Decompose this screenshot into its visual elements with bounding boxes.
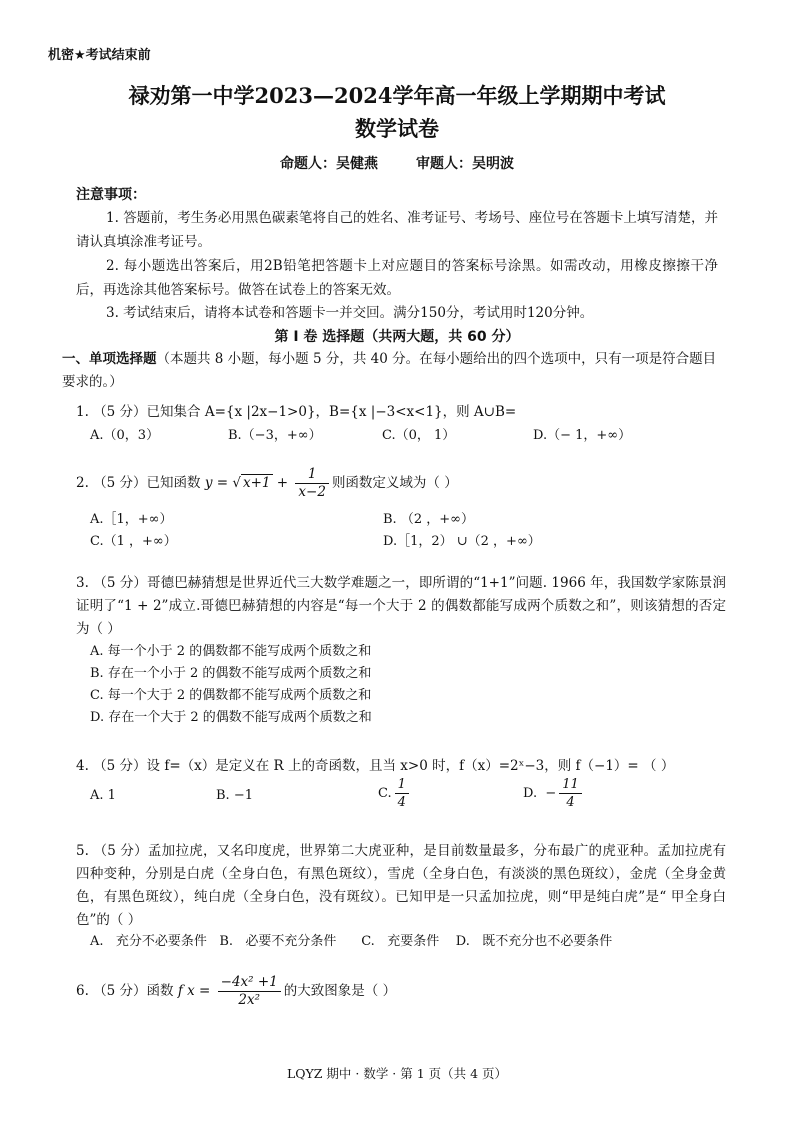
notice-item-1: 1. 答题前，考生务必用黑色碳素笔将自己的姓名、准考证号、考场号、座位号在答题卡上填写清楚，并请认真填涂准考证号。 xyxy=(76,210,718,250)
fraction: $\frac{\text{−4x² +1}}{\text{2x²}}$ xyxy=(218,974,281,1009)
notice-item-3: 3. 考试结束后，请将本试卷和答题卡一并交回。满分150分，考试用时120分钟。 xyxy=(106,305,594,321)
exam-title: 禄劝第一中学2023—2024学年高一年级上学期期中考试 xyxy=(128,83,666,108)
question-2-option-d: D.［1，2） ∪（2 ，+∞） xyxy=(383,534,541,549)
fraction: $\frac{1}{x-2}$ xyxy=(295,466,329,501)
question-2-option-c: C.（1 ，+∞） xyxy=(90,534,177,549)
question-4-stem: 4. （5 分）设 f=（x）是定义在 R 上的奇函数，且当 x>0 时，f（x）=2ˣ−3，则 f（−1）= （ ） xyxy=(76,758,675,774)
question-3-stem: 3. （5 分）哥德巴赫猜想是世界近代三大数学难题之一，即所谓的“1+1”问题. 1966 年，我国数学家陈景润证明了“1 + 2”成立.哥德巴赫猜想的内容是“每一个大于 2 的偶数都能写成两个质数之和”，则该猜想的否定为（ ） xyxy=(76,575,726,637)
question-3-option-c: C. 每一个大于 2 的偶数都不能写成两个质数之和 xyxy=(90,688,372,703)
question-2-stem: 2. （5 分）已知函数 y = √ x+1 + $\frac{1}{x-2}$ 则函数定义域为（ ） xyxy=(76,466,458,500)
part-heading: 第 Ⅰ 卷 选择题（共两大题，共 60 分） xyxy=(274,329,520,345)
question-3-option-a: A. 每一个小于 2 的偶数都不能写成两个质数之和 xyxy=(90,644,372,659)
question-4-option-b: B. −1 xyxy=(216,788,253,803)
notice-heading: 注意事项： xyxy=(76,187,146,203)
question-1-option-a: A.（0，3） xyxy=(90,428,160,443)
question-1-stem: 1. （5 分）已知集合 A={x |2x−1>0}，B={x |−3<x<1}，则 A∪B= xyxy=(76,404,517,420)
sqrt-expression: x+1 xyxy=(243,475,271,491)
question-3-option-d: D. 存在一个大于 2 的偶数不能写成两个质数之和 xyxy=(90,710,372,725)
page-footer: LQYZ 期中 · 数学 · 第 1 页（共 4 页） xyxy=(286,1066,508,1081)
reviewer-name: 审题人：吴明波 xyxy=(416,156,514,172)
question-1-option-c: C.（0， 1） xyxy=(382,428,456,443)
question-4-option-a: A. 1 xyxy=(90,788,116,803)
subject-title: 数学试卷 xyxy=(355,116,439,141)
question-5-stem: 5. （5 分）孟加拉虎，又名印度虎，世界第二大虎亚种，是目前数量最多，分布最广的虎亚种。孟加拉虎有四种变种，分别是白虎（全身白色，有黑色斑纹），雪虎（全身白色，有淡淡的黑色斑纹），金虎（全身金黄色，有黑色斑纹），纯白虎（全身白色，没有斑纹）。已知甲是一只孟加拉虎，则“甲是纯白虎”是“ 甲全身白色”的（ ） xyxy=(76,843,726,928)
question-4-option-c: C. $\frac{1}{4}$ xyxy=(378,776,412,811)
question-2-option-b: B. （2 ，+∞） xyxy=(383,512,474,527)
question-1-option-b: B.（−3，+∞） xyxy=(228,428,322,443)
question-2-option-a: A.［1，+∞） xyxy=(90,512,173,527)
question-4-option-d: D. − $\frac{11}{4}$ xyxy=(523,776,585,811)
question-3-option-b: B. 存在一个小于 2 的偶数不能写成两个质数之和 xyxy=(90,666,372,681)
authors-line xyxy=(0,153,794,173)
question-1-option-d: D.（− 1，+∞） xyxy=(533,428,632,443)
setter-name: 命题人：吴健燕 xyxy=(280,156,378,172)
question-5-options: A. 充分不必要条件 B. 必要不充分条件 C. 充要条件 D. 既不充分也不必要条件 xyxy=(90,934,613,949)
section-title: 一、单项选择题 xyxy=(62,351,157,367)
section-desc: （本题共 8 小题，每小题 5 分，共 40 分。在每小题给出的四个选项中，只有一项是符合题目要求的。） xyxy=(62,351,717,390)
question-6-stem: 6. （5 分）函数 f x = $\frac{\text{−4x² +1}}{\text{2x²}}$ 的大致图象是（ ） xyxy=(76,974,397,1008)
confidential-label: 机密★考试结束前 xyxy=(48,48,151,63)
section-heading xyxy=(62,348,722,394)
notice-item-2: 2. 每小题选出答案后，用2B铅笔把答题卡上对应题目的答案标号涂黑。如需改动，用橡皮擦擦干净后，再选涂其他答案标号。做答在试卷上的答案无效。 xyxy=(76,258,718,298)
